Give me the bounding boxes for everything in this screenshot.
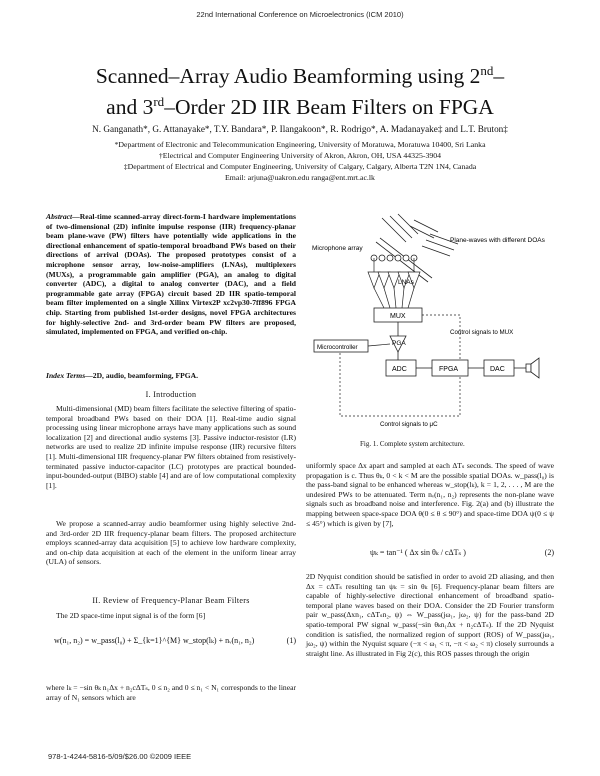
title-line1-sup: nd (480, 63, 494, 78)
equation-2 (370, 548, 554, 557)
index-terms-label: Index Terms (46, 371, 86, 380)
affiliation-3: ‡Department of Electrical and Computer Engineering, University of Calgary, Calgary, Alberta T2N 1N4, Canada (123, 162, 477, 171)
label-mux: MUX (390, 313, 406, 320)
system-architecture-figure (310, 212, 560, 436)
right-column-text-2: 2D Nyquist condition should be satisfied in order to avoid 2D aliasing, and then Δx = cΔTₛ resulting tan ψₖ = sin θₖ [6]. Frequency-planar beam filters are capable of highly-selective directional enhancement of broadband spatio-temporal plane waves based on their DOA. Consider the 2D Fourier transform pair w_pass(Δxn₁, cΔTₛn₂, ψ) ⇔ W_pass(jω₁, jω₂, ψ) for the pass-band 2D spatio-temporal PW signal w_pass(−sin θₖn₁Δx + n₂cΔTₛ). If the 2D Nyquist condition is satisfied, the normalized region of support (ROS) of W_pass(jω₁, jω₂, ψ) within the Nyquist square (−π < ω₁ < π, −π < ω₂ < π) closely surrounds a straight line. As illustrated in Fig 2(c), this ROS passes through the origin (306, 572, 554, 658)
label-microcontroller: Microcontroller (317, 344, 358, 351)
label-control-uc: Control signals to μC (380, 421, 438, 428)
title-line2-sup: rd (153, 94, 165, 110)
author-list: N. Ganganath*, G. Attanayake*, T.Y. Bandara*, P. Ilangakoon*, R. Rodrigo*, A. Madanayake‡ and L.T. Bruton‡ (92, 124, 508, 134)
title-line2-post: –Order 2D IIR Beam Filters on FPGA (164, 95, 494, 120)
title-line1-pre: Scanned–Array Audio Beamforming using 2 (95, 64, 481, 89)
uc-to-pga-wire (368, 344, 390, 346)
label-plane-waves-text: Plane-waves with different DOAs (450, 237, 545, 244)
label-plane-waves (450, 237, 546, 244)
copyright-footer: 978-1-4244-5816-5/09/$26.00 ©2009 IEEE (48, 752, 192, 761)
label-pga: PGA (392, 340, 406, 347)
figure-1-caption: Fig. 1. Complete system architecture. (360, 440, 465, 448)
abstract-label: Abstract (46, 212, 73, 221)
section-heading-introduction: I. Introduction (145, 390, 197, 399)
equation-2-body: ψₖ = tan⁻¹ ( Δx sin θₖ / cΔTₛ ) (370, 548, 466, 557)
conference-header: 22nd International Conference on Microelectronics (ICM 2010) (196, 10, 404, 19)
index-terms (46, 371, 296, 381)
abstract (46, 212, 296, 337)
equation-2-number: (2) (544, 548, 554, 557)
section-heading-review: II. Review of Frequency-Planar Beam Filters (92, 596, 250, 605)
after-equation-1: where lₖ = −sin θₖ n₁Δx + n₂cΔTₛ, 0 ≤ n₂ and 0 ≤ n₁ < N₁ corresponds to the linear array of N₁ sensors which are (46, 683, 296, 702)
intro-paragraph-1: Multi-dimensional (MD) beam filters facilitate the selective filtering of spatio-temporal broadband PWs based on their DOA [1]. Real-time audio signal processing using linear microphone arrays have many applications such as sound localization [2] and directional audio systems [3]. Passive inductor-resistor (LR) networks are used to realize 2D infinite impulse response (IIR) recursive filters [1]. Multi-dimensional IIR frequency-planar PW filters obtained from resistively-terminated passive inductor-capacitor (LC) prototypes are practical bounded-input-bounded-output (BIBO) stable [4] and are of low computational complexity [1]. (46, 404, 296, 490)
label-microphone-array: Microphone array (312, 245, 363, 252)
review-text: The 2D space-time input signal is of the form [6] (56, 611, 206, 620)
label-lnas: LNAs (398, 279, 414, 286)
intro-paragraph-2: We propose a scanned-array audio beamformer using highly selective 2nd- and 3rd-order 2D IIR frequency-planar beam filters. The proposed architecture employs scanned-array data acquisition [5] to achieve low hardware complexity, and on-chip data acquisition at each of the element in the uniform linear array (ULA) of sensors. (46, 519, 296, 567)
paper-title (30, 58, 570, 120)
title-line1-post: – (493, 64, 505, 89)
label-fpga: FPGA (439, 366, 459, 373)
abstract-text: —Real-time scanned-array direct-form-I hardware implementations of two-dimensional (2D) infinite impulse response (IIR) frequency-planar beam plane-wave (PW) filters have potentially wide applications in the directional enhancement of spatio-temporal broadband PWs based on their directions of arrival (DOAs). The proposed prototypes consist of a microphone sensor array, low-noise-amplifiers (LNAs), multiplexers (MUXs), a programmable gain amplifier (PGA), an analog to digital converter (ADC), a digital to analog converter (DAC), and a field programmable gate array (FPGA) circuit based 2D IIR spatio-temporal beam filter implemented on a single Xilinx Virtex2P xc2vp30-7ff896 FPGA chip. Starting from published 1st-order designs, novel FPGA architectures for highly-selective 2nd- and 3rd-order beam PW filters are proposed, simulated, implemented on FPGA, and verified on-chip. (46, 212, 296, 337)
affiliation-2: †Electrical and Computer Engineering University of Akron, Akron, OH, USA 44325-3904 (158, 151, 442, 160)
email-line: Email: arjuna@uakron.edu ranga@ent.mrt.ac.lk (225, 173, 375, 182)
label-control-mux: Control signals to MUX (450, 329, 514, 336)
speaker-icon (526, 358, 539, 378)
right-column-text-1: uniformly space Δx apart and sampled at each ΔTₛ seconds. The speed of wave propagation is c. Thus θₖ, 0 < k < M are the possible spatial DOAs. w_pass(l₀) is the pass-band signal to be enhanced whereas w_stop(lₖ), k = 1, 2, . . . , M are the undesired PWs to be attenuated. Term nᵥ(n₁, n₂) represents the non-plane wave signals such as broadband noise and interference. Fig. 2(a) and (b) illustrate the mapping between space-space DOA θ(0 ≤ θ ≤ 90°) and space-time DOA ψ(0 ≤ ψ ≤ 45°) which is given by [7], (306, 461, 554, 528)
equation-1 (54, 636, 296, 645)
title-line2-pre: and 3 (106, 95, 154, 120)
equation-1-number: (1) (286, 636, 296, 645)
label-adc: ADC (392, 366, 407, 373)
index-terms-text: —2D, audio, beamforming, FPGA. (85, 371, 199, 380)
affiliation-1: *Department of Electronic and Telecommunication Engineering, University of Moratuwa, Moratuwa 10400, Sri Lanka (114, 140, 486, 149)
label-dac: DAC (490, 366, 505, 373)
equation-1-body: w(n₁, n₂) = w_pass(l₀) + Σ_{k=1}^{M} w_stop(lₖ) + nᵥ(n₁, n₂) (54, 636, 255, 645)
